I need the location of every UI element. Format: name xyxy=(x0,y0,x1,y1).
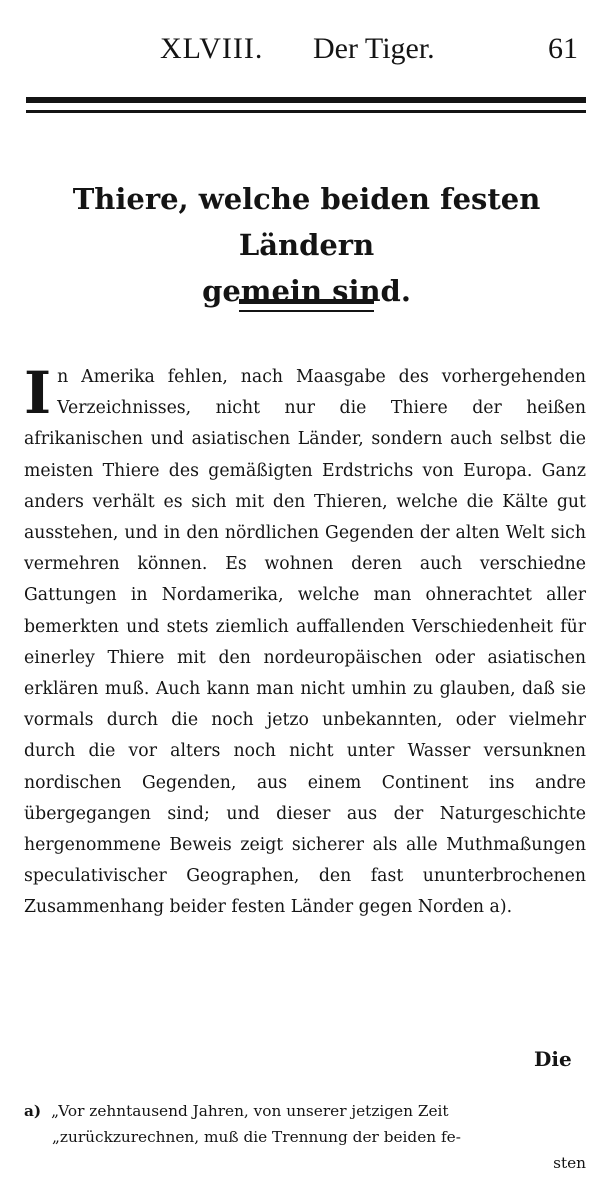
chapter-heading-line-2: gemein sind. xyxy=(202,274,411,308)
footnote-text-1: „Vor zehntausend Jahren, von unserer jetzigen Zeit xyxy=(51,1102,449,1120)
chapter-heading xyxy=(0,176,613,314)
footnote-line-1 xyxy=(24,1098,586,1124)
footnote-line-3: sten xyxy=(553,1154,586,1172)
footnote-marker: a) xyxy=(24,1102,42,1120)
footnote xyxy=(24,1098,586,1176)
chapter-number: XLVIII. xyxy=(160,32,264,65)
footnote-line-2: „zurückzurechnen, muß die Trennung der beiden fe- xyxy=(52,1128,461,1146)
body-paragraph xyxy=(24,359,586,924)
drop-initial: I xyxy=(24,359,52,427)
chapter-heading-line-1: Thiere, welche beiden festen Ländern xyxy=(72,182,541,262)
catchword: Die xyxy=(534,1047,572,1071)
running-title: Der Tiger. xyxy=(313,32,435,65)
page-header xyxy=(0,30,613,74)
page-number: 61 xyxy=(548,32,578,65)
ornament-rule xyxy=(239,299,374,312)
body-text: n Amerika fehlen, nach Maasgabe des vorhergehenden Verzeichnisses, nicht nur die Thiere der heißen afrikanischen und asiatischen Länder, sondern auch selbst die meisten Thiere des gemäßigten Erdstrichs von Europa. Ganz anders verhält es sich mit den Thieren, welche die Kälte gut ausstehen, und in den nördlichen Gegenden der alten Welt sich vermehren können. Es wohnen deren auch verschiedne Gattungen in Nordamerika, welche man ohnerachtet aller bemerkten und stets ziemlich auffallenden Verschiedenheit für einerley Thiere mit den nordeuropäischen oder asiatischen erklären muß. Auch kann man nicht umhin zu glauben, daß sie vormals durch die noch jetzo unbekannten, oder vielmehr durch die vor alters noch nicht unter Wasser versunknen nordischen Gegenden, aus einem Continent ins andre übergegangen sind; und dieser aus der Naturgeschichte hergenommene Beweis zeigt sicherer als alle Muthmaßungen speculativischer Geographen, den fast ununterbrochenen Zusammenhang beider festen Länder gegen Norden a). xyxy=(24,367,586,918)
header-double-rule xyxy=(26,97,586,113)
